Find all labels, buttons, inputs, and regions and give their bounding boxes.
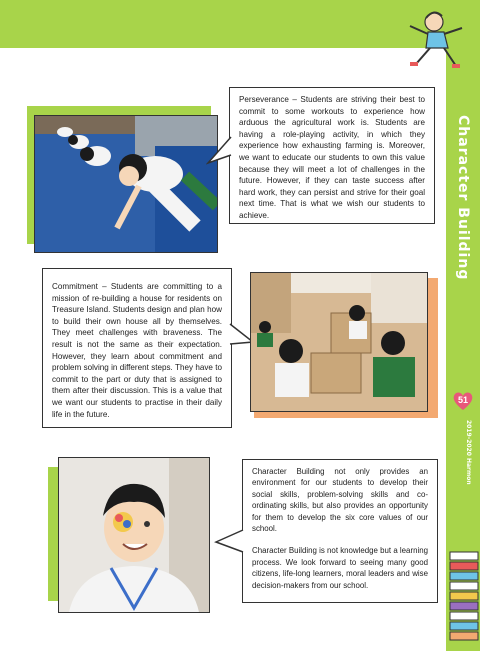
- photo-students-building: [250, 272, 428, 412]
- summary-text-box: [242, 459, 438, 603]
- photo-boy-face-paint: [58, 457, 210, 613]
- page-number: 51: [457, 395, 468, 405]
- summary-paragraph-1: Character Building not only provides an environment for our students to develop their social skills, problem-solving skills and co-ordinating skills, but also provides an opportunity for them to develop the six core values of our school.: [252, 467, 428, 534]
- perseverance-text-box: [229, 87, 435, 224]
- summary-paragraph-2: Character Building is not knowledge but a learning process. We look forward to seeing many good citizens, life-long learners, moral leaders and wise decision-makers from our school.: [252, 546, 428, 590]
- speech-tail: [206, 135, 232, 165]
- commitment-text: Commitment – Students are committing to a mission of re-building a house for residents on Treasure Island. Students design and plan how to build their own house all by themselves. They meet challenges with braveness. The result is not the same as their expectation. However, they learn about commitment and problem solving in different steps. They have to commit to the part or duty that is assigned to them after their discussion. This is a value that we want our students to practise in their daily life in the future.: [52, 282, 222, 419]
- mascot-illustration: [398, 4, 470, 74]
- perseverance-text: Perseverance – Students are striving their best to commit to some workouts to experience how arduous the agricultural work is. Students are having a role-playing activity, in which they experience how exhausting farming is. Moreover, we want to educate our students to own this value because they will meet a lot of challenges in the future. However, if they can taste success after hard work, they can persist and strive for their goal next time. That is what we wish our students to achieve.: [239, 95, 425, 220]
- commitment-text-box: [42, 268, 232, 428]
- photo-students-crawling: [34, 115, 218, 253]
- stacked-books-icon: [448, 548, 480, 648]
- side-year-label: 2019-2020 Harmon: [465, 420, 472, 485]
- side-title: Character Building: [455, 115, 471, 281]
- speech-tail: [214, 528, 244, 558]
